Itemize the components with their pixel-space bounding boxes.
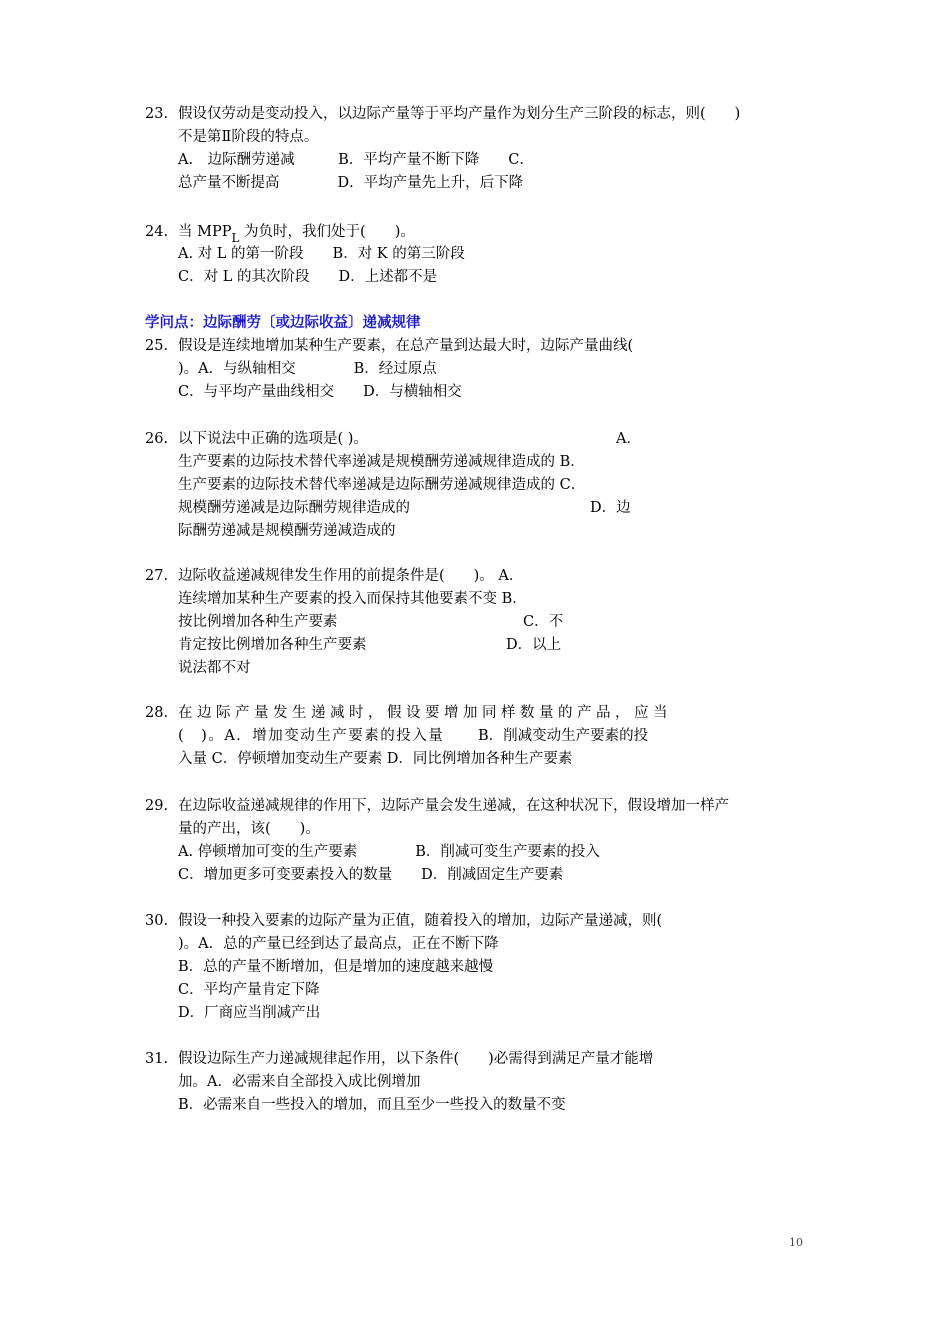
subscript-l: L xyxy=(231,231,240,245)
answer-options: )。A．与纵轴相交 B．经过原点 xyxy=(178,361,437,377)
answer-options: 总产量不断提高 D．平均产量先上升，后下降 xyxy=(178,175,524,191)
answer-options: 际酬劳递减是规模酬劳递减造成的 xyxy=(178,523,396,539)
question-text xyxy=(178,223,415,245)
answer-option-label: C．不 xyxy=(523,614,564,630)
question-number: 31. xyxy=(145,1051,169,1067)
answer-option-label: A． xyxy=(616,431,641,447)
answer-options: A. 停顿增加可变的生产要素 B．削减可变生产要素的投入 xyxy=(178,844,600,860)
answer-options: 入量 C．停顿增加变动生产要素 D．同比例增加各种生产要素 xyxy=(178,751,573,767)
section-heading: 学问点：边际酬劳〔或边际收益〕递减规律 xyxy=(145,314,421,331)
answer-options: B．总的产量不断增加，但是增加的速度越来越慢 xyxy=(178,959,494,975)
question-number: 24. xyxy=(145,224,169,240)
answer-options: 规模酬劳递减是边际酬劳规律造成的 xyxy=(178,500,410,516)
question-number: 26. xyxy=(145,431,169,447)
question-number: 23. xyxy=(145,106,169,122)
answer-options: C．增加更多可变要素投入的数量 D．削减固定生产要素 xyxy=(178,867,564,883)
question-text: 以下说法中正确的选项是( )。 xyxy=(178,431,368,447)
question-text: 假设一种投入要素的边际产量为正值，随着投入的增加，边际产量递减，则( xyxy=(178,913,663,929)
question-number: 28. xyxy=(145,705,169,721)
question-text: 边际收益递减规律发生作用的前提条件是( )。 A． xyxy=(178,568,524,584)
answer-options: 说法都不对 xyxy=(178,660,251,676)
answer-options: 按比例增加各种生产要素 xyxy=(178,614,338,630)
question-text: 量的产出，该( )。 xyxy=(178,821,320,837)
answer-options: C．平均产量肯定下降 xyxy=(178,982,320,998)
answer-options: 连续增加某种生产要素的投入而保持其他要素不变 B． xyxy=(178,591,527,607)
answer-options: A. 边际酬劳递减 B．平均产量不断下降 C． xyxy=(178,152,534,168)
answer-options: C．对 L 的其次阶段 D．上述都不是 xyxy=(178,269,438,285)
answer-option-label: D．以上 xyxy=(506,637,562,653)
question-text: 假设是连续地增加某种生产要素，在总产量到达最大时，边际产量曲线( xyxy=(178,338,634,354)
answer-options: C．与平均产量曲线相交 D．与横轴相交 xyxy=(178,384,462,400)
answer-options: B．必需来自一些投入的增加，而且至少一些投入的数量不变 xyxy=(178,1097,566,1113)
question-number: 30. xyxy=(145,913,169,929)
page-number: 10 xyxy=(789,1236,803,1249)
answer-options: 生产要素的边际技术替代率递减是规模酬劳递减规律造成的 B． xyxy=(178,454,585,470)
answer-options: )。A．总的产量已经到达了最高点，正在不断下降 xyxy=(178,936,499,952)
question-text: 在边际产量发生递减时，假设要增加同样数量的产品，应当 xyxy=(178,705,672,721)
answer-options: D．厂商应当削减产出 xyxy=(178,1005,321,1021)
answer-options: 生产要素的边际技术替代率递减是边际酬劳递减规律造成的 C． xyxy=(178,477,586,493)
question-text: 假设仅劳动是变动投入，以边际产量等于平均产量作为划分生产三阶段的标志，则( ) xyxy=(178,106,741,122)
question-text-rest: 为负时，我们处于( )。 xyxy=(239,224,415,240)
answer-option-label: D．边 xyxy=(590,500,631,516)
answer-options: 加。A．必需来自全部投入成比例增加 xyxy=(178,1074,421,1090)
answer-options: ( )。A．增加变动生产要素的投入量 xyxy=(178,728,445,744)
answer-options: B．削减变动生产要素的投 xyxy=(478,728,649,744)
question-text: 不是第Ⅱ阶段的特点。 xyxy=(178,129,319,145)
question-text: 在边际收益递减规律的作用下，边际产量会发生递减，在这种状况下，假设增加一样产 xyxy=(178,798,729,814)
question-number: 29. xyxy=(145,798,169,814)
answer-options: 肯定按比例增加各种生产要素 xyxy=(178,637,367,653)
mpp-symbol: 当 MPP xyxy=(178,224,232,240)
question-number: 27. xyxy=(145,568,169,584)
question-number: 25. xyxy=(145,338,169,354)
question-text: 假设边际生产力递减规律起作用，以下条件( )必需得到满足产量才能增 xyxy=(178,1051,654,1067)
answer-options: A. 对 L 的第一阶段 B．对 K 的第三阶段 xyxy=(178,246,465,262)
